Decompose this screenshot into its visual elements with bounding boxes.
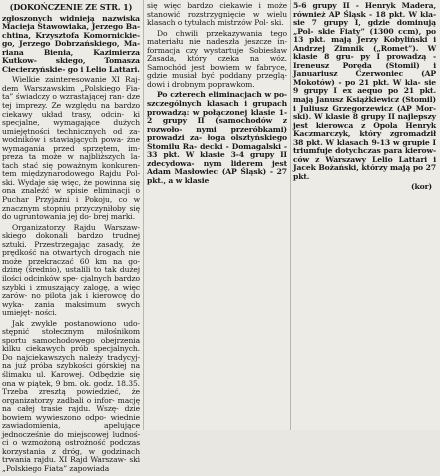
column-rule xyxy=(290,0,291,430)
paragraph: Wielkie zainteresowanie XI Raj- dem Warszawskim „Polskiego Fia- ta” świadczy o wzrastającej ran- dze tej imprezy. Ze względu na bardzo ciekawy układ trasy, odcin- ki specjalne, wymagające dużych umiejętności technicznych od za- wodników i stawiających powa- żne wymagania przed sprzętem, im- preza ta może w najbliższych la- tach stać się poważnym konkuren- tem międzynarodowego Rajdu Pol- ski. Wydaje się więc, że powinna się ona znaleźć w spisie eliminacji o Puchar Przyjaźni i Pokoju, co w znacznym stopniu przyczyniłoby się do ugruntowania jej do- brej marki. xyxy=(2,75,140,222)
paragraph: się więc bardzo ciekawie i może stanowić rozstrzygnięcie w wielu klasach o tytułach mistrzów Pol- ski. xyxy=(147,1,287,28)
paragraph: Po czterech eliminacjach w po- szczególnych klasach i grupach prowadzą: w połączonej klasie 1-2 grupy II (samochodów z rozwoło- nymi przeróbkami) prowadzi za- łoga olsztyńskiego Stomilu Ra- decki - Domagalski - 33 pkt. W klasie 3-4 grupy II zdecydowa- nym liderem jest Adam Masłowiec (AP Śląsk) - 27 pkt., a w klasie xyxy=(147,90,287,185)
paragraph: Jak zwykle postanowiono udo- stępnić stołecznym miłośnikom sportu samochodowego obejrzenia kilku ciekawych prób specjalnych. Do najciekawszych należy tradycyj- na już próba szybkości górskiej na ślimaku ul. Karowej. Odbędzie się ona w piątek, 9 bm. ok. godz. 18.35. Trzeba zresztą powiedzieć, że organizatorzy zadbali o infor- mację na całej trasie rajdu. Wszę- dzie bowiem wywieszono odpo- wiednie zawiadomienia, apelujące jednocześnie do miejscowej ludnoś- ci o wzmożoną ostrożność podczas korzystania z dróg, w godzinach trwania rajdu. XI Rajd Warszaw- ski „Polskiego Fiata” zapowiada xyxy=(2,318,140,473)
column-3 xyxy=(293,2,436,192)
paragraph: Organizatorzy Rajdu Warszaw- skiego dokonali bardzo trudnej sztuki. Przestrzegając zasady, że prędkość na otwartych drogach nie może przekraczać 60 km na go- dzinę (średnio), ustalili to tak dużej ilości odcinków spe- cjalnych bardzo szybki i zmuszający zalogę, a więc zarów- no pilota jak i kierowcę do wyka- zania maksimum swych umiejęt- ności. xyxy=(2,222,140,318)
column-1 xyxy=(2,2,140,476)
paragraph: zgłoszonych widnieją nazwiska Macieja Stawowiaka, Jerzego Ba- chtina, Krzysztofa Komornickie- go, Jerzego Dobrzańskiego, Ma- riana Bienia, Kazimierza Kutkow- skiego, Tomasza Ciecierzyńskie- go i Lelio Lattari. xyxy=(2,13,140,74)
column-rule xyxy=(143,0,144,430)
paragraph: 5-6 grupy II - Henryk Madera, również AP Śląsk - 18 pkt. W kla- sie 7 grupy I, gdzie dominują „Pol- skie Fiaty” (1300 ccm), po 13 pkt. mają Jerzy Kobyliński i Andrzej Zimnik („Romet”). W klasie 8 gru- py I prowadzą - Ireneusz Poręda (Stomil) i Januariusz Czerwoniec (AP Mokotów) - po 21 pkt. W kla- sie 9 grupy I ex aequo po 21 pkt. mają Janusz Książkiewicz (Stomil) i Juliusz Grzegorzewicz (AP Mor- ski). W klasie 8 grupy II najlepszy jest kierowca z Opola Henryk Kaczmarczyk, który zgromadził 38 pkt. W klasach 9-13 w grupie I triumfuje dotychczas para kierow- ców z Warszawy Lelio Lattari i Jacek Bożański, którzy mają po 27 pkt. xyxy=(293,1,436,181)
paragraph: Do chwili przekazywania tego materiału nie nadeszła jeszcze in- formacja czy wystartuje Sobiesław Zasada, który czeka na wóz. Samochód jest bowiem w fabryce, gdzie musiał być poddany przeglą- dowi i drobnym poprawkom. xyxy=(147,28,287,89)
column-2 xyxy=(147,2,287,187)
author-signature: (kor) xyxy=(410,182,432,192)
continuation-header: (DOKOŃCZENIE ZE STR. 1) xyxy=(9,2,133,12)
